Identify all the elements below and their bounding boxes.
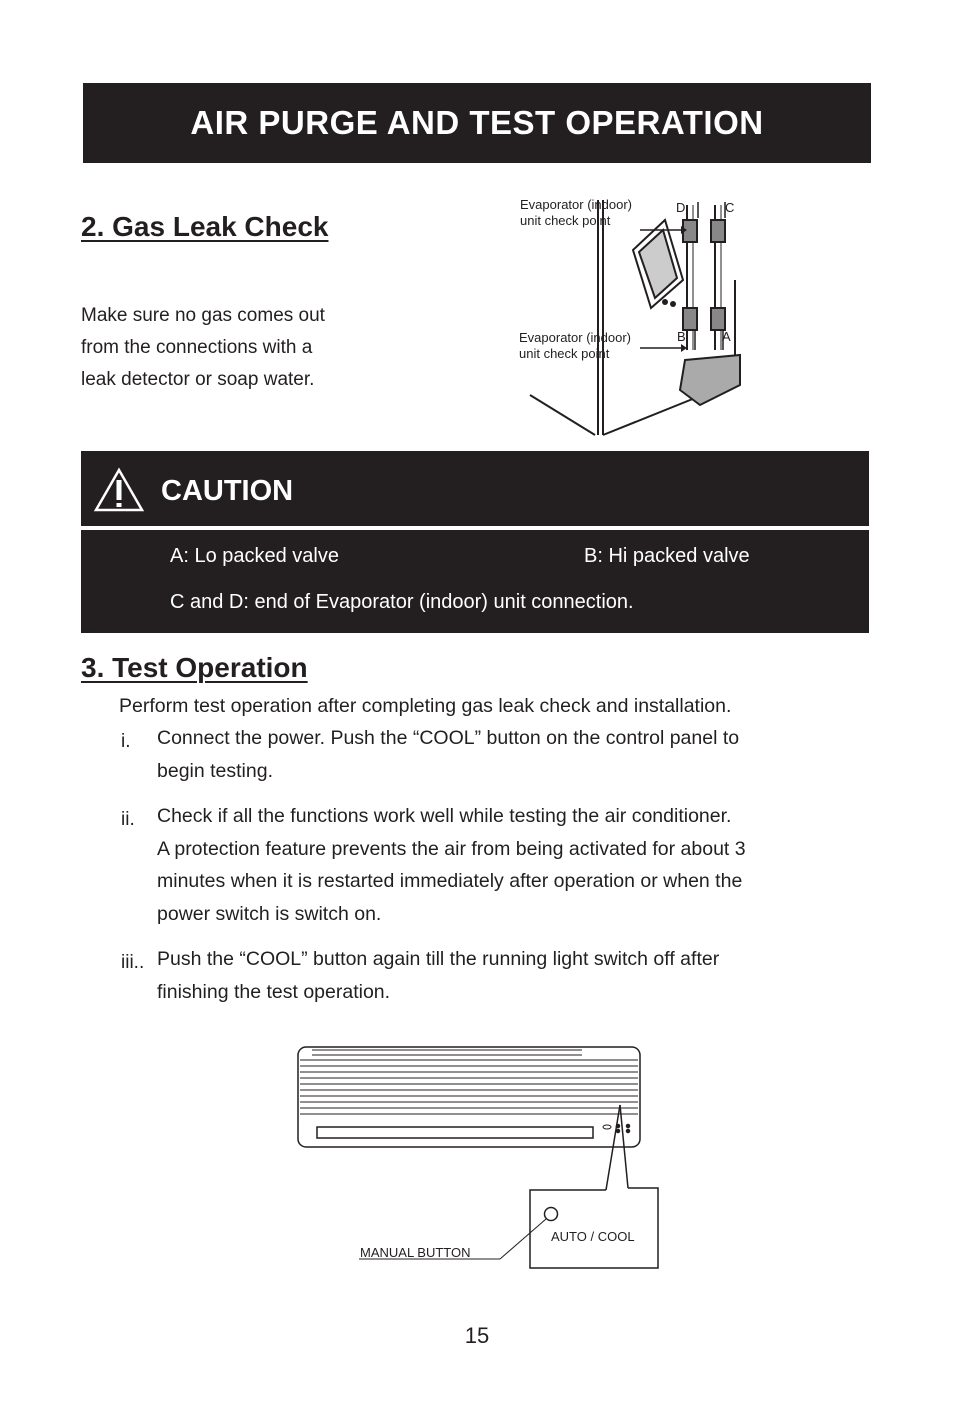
caution-item-a: A: Lo packed valve (170, 545, 339, 567)
point-d-label: D (676, 200, 686, 215)
bottom-check-point-label: Evaporator (indoor) unit check point (519, 330, 631, 361)
top-check-point-label: Evaporator (indoor) unit check point (520, 197, 632, 228)
step-number: ii. (121, 809, 135, 830)
step-line: finishing the test operation. (157, 980, 391, 1003)
test-operation-intro: Perform test operation after completing gas leak check and installation. (119, 695, 732, 717)
test-operation-heading: 3. Test Operation (81, 652, 308, 683)
title-banner (83, 83, 871, 163)
step-line: power switch is switch on. (157, 902, 382, 925)
caution-body (81, 530, 869, 633)
gas-leak-line: leak detector or soap water. (81, 369, 315, 390)
step-text (157, 800, 817, 930)
caution-item-b: B: Hi packed valve (584, 545, 750, 567)
gas-leak-line: from the connections with a (81, 337, 313, 358)
step-line: Connect the power. Push the “COOL” button on the control panel to (157, 727, 740, 749)
step-line: A protection feature prevents the air from being activated for about 3 (157, 837, 746, 860)
step-text (157, 943, 817, 1008)
step-number: iii.. (121, 952, 145, 973)
step-line: begin testing. (157, 759, 274, 782)
warning-icon (93, 467, 145, 513)
point-a-label: A (722, 329, 731, 344)
auto-cool-label: AUTO / COOL (551, 1229, 635, 1244)
point-c-label: C (725, 200, 735, 215)
manual-button-label: MANUAL BUTTON (360, 1245, 471, 1260)
step-number: i. (121, 731, 131, 752)
caution-item-cd: C and D: end of Evaporator (indoor) unit connection. (170, 591, 634, 613)
gas-leak-line: Make sure no gas comes out (81, 305, 325, 326)
gas-leak-description (81, 300, 381, 396)
point-b-label: B (677, 329, 686, 344)
caution-title: CAUTION (161, 475, 294, 507)
page-title: AIR PURGE AND TEST OPERATION (190, 104, 764, 141)
step-line: minutes when it is restarted immediately after operation or when the (157, 870, 743, 892)
gas-leak-heading: 2. Gas Leak Check (81, 211, 329, 242)
step-line: Push the “COOL” button again till the running light switch off after (157, 948, 720, 970)
step-line: Check if all the functions work well while testing the air conditioner. (157, 805, 732, 827)
caution-header (81, 451, 869, 526)
page-number: 15 (464, 1323, 490, 1348)
step-text (157, 722, 817, 787)
